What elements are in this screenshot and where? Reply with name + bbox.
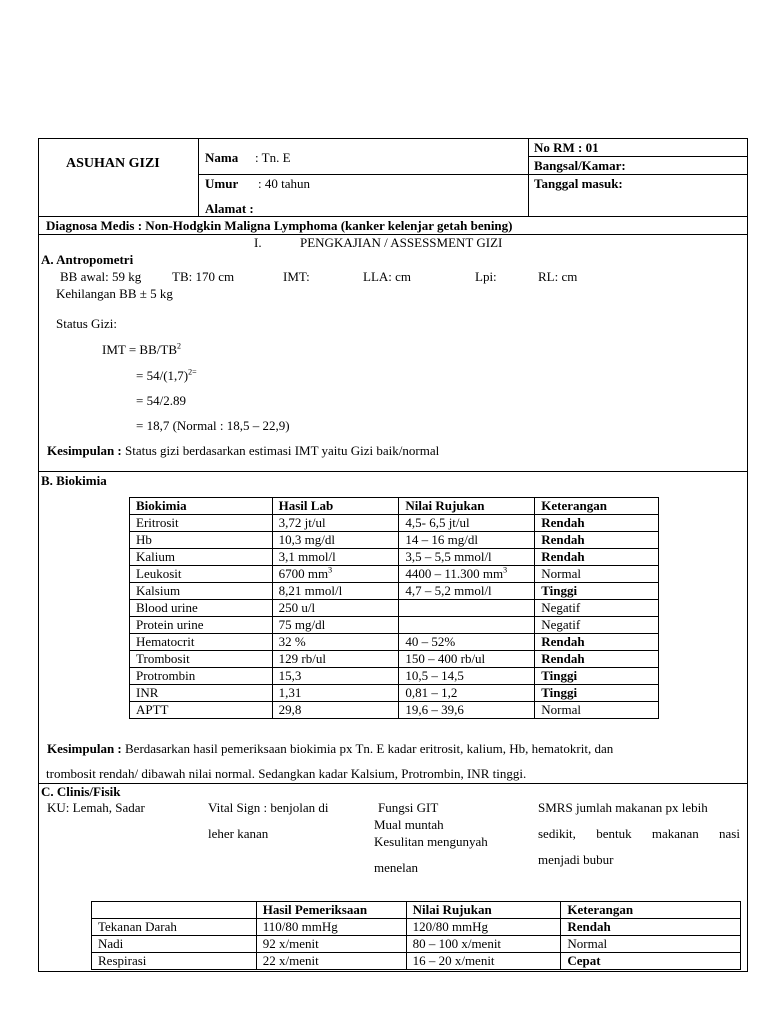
section-a-bottom-line	[38, 471, 748, 472]
fungsi-git: Fungsi GIT	[378, 800, 439, 815]
vital-header-cell: Nilai Rujukan	[406, 902, 561, 919]
hasil-lab-cell: 250 u/l	[272, 600, 399, 617]
nilai-rujukan-cell: 4,7 – 5,2 mmol/l	[399, 583, 535, 600]
bangsal-kamar: Bangsal/Kamar:	[534, 158, 626, 173]
hasil-lab-cell: 3,1 mmol/l	[272, 549, 399, 566]
table-row	[130, 515, 659, 532]
kesimpulan-antropometri: Kesimpulan : Status gizi berdasarkan estimasi IMT yaitu Gizi baik/normal	[47, 443, 440, 458]
biokimia-name-cell: Trombosit	[130, 651, 273, 668]
vital-header-row	[92, 902, 741, 919]
lla: LLA: cm	[363, 269, 412, 284]
table-row	[130, 617, 659, 634]
biokimia-name-cell: Eritrosit	[130, 515, 273, 532]
section-number: I.	[254, 235, 262, 250]
keterangan-cell: Normal	[535, 566, 659, 583]
biokimia-name-cell: Kalsium	[130, 583, 273, 600]
nama-label: Nama	[205, 150, 239, 165]
smrs-line-2: sedikit, bentuk makanan nasi	[538, 826, 740, 841]
nilai-rujukan-cell: 120/80 mmHg	[406, 919, 561, 936]
header-row-line-2	[198, 174, 748, 175]
hasil-lab-cell: 32 %	[272, 634, 399, 651]
header-divider-1	[198, 138, 199, 216]
nilai-rujukan-cell: 3,5 – 5,5 mmol/l	[399, 549, 535, 566]
keterangan-cell: Negatif	[535, 617, 659, 634]
keterangan-cell: Rendah	[535, 651, 659, 668]
nama-value: : Tn. E	[255, 150, 291, 165]
header-bottom-line	[38, 216, 748, 217]
table-row	[130, 583, 659, 600]
diagnosa-medis: Diagnosa Medis : Non-Hodgkin Maligna Lymphoma (kanker kelenjar getah bening)	[46, 218, 513, 233]
biokimia-name-cell: Hematocrit	[130, 634, 273, 651]
vital-header-cell: Hasil Pemeriksaan	[256, 902, 406, 919]
table-row	[92, 936, 741, 953]
biokimia-table	[129, 497, 659, 719]
vital-sign-line-2: leher kanan	[208, 826, 269, 841]
nilai-rujukan-cell: 40 – 52%	[399, 634, 535, 651]
nilai-rujukan-cell	[399, 600, 535, 617]
keterangan-cell: Normal	[561, 936, 741, 953]
kehilangan-bb: Kehilangan BB ± 5 kg	[56, 286, 173, 301]
antropometri-heading: A. Antropometri	[41, 252, 134, 267]
nilai-rujukan-cell: 19,6 – 39,6	[399, 702, 535, 719]
nilai-rujukan-cell: 16 – 20 x/menit	[406, 953, 561, 970]
hasil-pemeriksaan-cell: 22 x/menit	[256, 953, 406, 970]
table-row	[130, 702, 659, 719]
tb: TB: 170 cm	[172, 269, 235, 284]
biokimia-name-cell: Protein urine	[130, 617, 273, 634]
hasil-lab-cell: 3,72 jt/ul	[272, 515, 399, 532]
hasil-lab-cell: 129 rb/ul	[272, 651, 399, 668]
biokimia-name-cell: Kalium	[130, 549, 273, 566]
table-row	[92, 919, 741, 936]
biokimia-name-cell: INR	[130, 685, 273, 702]
nilai-rujukan-cell: 10,5 – 14,5	[399, 668, 535, 685]
header-row-line-1	[528, 156, 748, 157]
table-row	[130, 566, 659, 583]
rl: RL: cm	[538, 269, 578, 284]
biokimia-heading: B. Biokimia	[41, 473, 107, 488]
no-rm: No RM : 01	[534, 140, 599, 155]
alamat-label: Alamat :	[205, 201, 254, 216]
imt-calc-4: = 18,7 (Normal : 18,5 – 22,9)	[136, 418, 290, 433]
biokimia-name-cell: Blood urine	[130, 600, 273, 617]
nilai-rujukan-cell: 80 – 100 x/menit	[406, 936, 561, 953]
table-row	[92, 953, 741, 970]
kesimpulan-biokimia-line-1: Kesimpulan : Berdasarkan hasil pemeriksaan biokimia px Tn. E kadar eritrosit, kalium, Hb, hematokrit, dan	[47, 741, 614, 756]
vital-name-cell: Nadi	[92, 936, 257, 953]
imt-calc-3: = 54/2.89	[136, 393, 186, 408]
hasil-lab-cell: 29,8	[272, 702, 399, 719]
vital-header-cell: Keterangan	[561, 902, 741, 919]
keterangan-cell: Rendah	[535, 634, 659, 651]
imt: IMT:	[283, 269, 310, 284]
keterangan-cell: Cepat	[561, 953, 741, 970]
vital-sign-table	[91, 901, 741, 970]
smrs-line-1: SMRS jumlah makanan px lebih	[538, 800, 708, 815]
form-title: ASUHAN GIZI	[66, 156, 160, 171]
umur-label: Umur	[205, 176, 239, 191]
table-row	[130, 549, 659, 566]
table-row	[130, 532, 659, 549]
hasil-lab-cell: 15,3	[272, 668, 399, 685]
table-row	[130, 668, 659, 685]
section-title: PENGKAJIAN / ASSESSMENT GIZI	[300, 235, 503, 250]
hasil-lab-cell: 1,31	[272, 685, 399, 702]
vital-sign-line-1: Vital Sign : benjolan di	[208, 800, 329, 815]
hasil-lab-cell: 10,3 mg/dl	[272, 532, 399, 549]
hasil-pemeriksaan-cell: 110/80 mmHg	[256, 919, 406, 936]
section-b-bottom-line	[38, 783, 748, 784]
biokimia-header-row	[130, 498, 659, 515]
status-gizi: Status Gizi:	[56, 316, 118, 331]
biokimia-header-cell: Keterangan	[535, 498, 659, 515]
table-row	[130, 634, 659, 651]
biokimia-name-cell: Leukosit	[130, 566, 273, 583]
keterangan-cell: Normal	[535, 702, 659, 719]
table-row	[130, 651, 659, 668]
hasil-lab-cell: 75 mg/dl	[272, 617, 399, 634]
keterangan-cell: Negatif	[535, 600, 659, 617]
keterangan-cell: Rendah	[561, 919, 741, 936]
umur-value: : 40 tahun	[258, 176, 310, 191]
bb-awal: BB awal: 59 kg	[60, 269, 142, 284]
keterangan-cell: Rendah	[535, 549, 659, 566]
keterangan-cell: Rendah	[535, 515, 659, 532]
biokimia-header-cell: Hasil Lab	[272, 498, 399, 515]
imt-calc-2: = $54/(1,7)^{2=}$	[136, 367, 197, 383]
nilai-rujukan-cell	[399, 617, 535, 634]
nilai-rujukan-cell: 150 – 400 rb/ul	[399, 651, 535, 668]
table-row	[130, 685, 659, 702]
nilai-rujukan-cell: 4,5- 6,5 jt/ul	[399, 515, 535, 532]
biokimia-name-cell: APTT	[130, 702, 273, 719]
tanggal-masuk: Tanggal masuk:	[534, 176, 623, 191]
hasil-pemeriksaan-cell: 92 x/menit	[256, 936, 406, 953]
vital-header-cell	[92, 902, 257, 919]
keterangan-cell: Rendah	[535, 532, 659, 549]
kesimpulan-biokimia-line-2: trombosit rendah/ dibawah nilai normal. Sedangkan kadar Kalsium, Protrombin, INR tinggi.	[46, 766, 527, 781]
table-row	[130, 600, 659, 617]
git-mual-muntah: Mual muntah	[374, 817, 444, 832]
biokimia-name-cell: Protrombin	[130, 668, 273, 685]
header-divider-2	[528, 138, 529, 216]
vital-name-cell: Tekanan Darah	[92, 919, 257, 936]
keterangan-cell: Tinggi	[535, 685, 659, 702]
git-menelan: menelan	[374, 860, 419, 875]
nilai-rujukan-cell: 0,81 – 1,2	[399, 685, 535, 702]
biokimia-header-cell: Biokimia	[130, 498, 273, 515]
git-kesulitan: Kesulitan mengunyah	[374, 834, 488, 849]
nilai-rujukan-cell: 14 – 16 mg/dl	[399, 532, 535, 549]
imt-calc-1: IMT = $BB/TB^2$	[102, 341, 181, 357]
biokimia-name-cell: Hb	[130, 532, 273, 549]
smrs-line-3: menjadi bubur	[538, 852, 614, 867]
nilai-rujukan-cell: 4400 – 11.300 $mm^3$	[399, 566, 535, 583]
hasil-lab-cell: 8,21 mmol/l	[272, 583, 399, 600]
biokimia-header-cell: Nilai Rujukan	[399, 498, 535, 515]
lpi: Lpi:	[475, 269, 497, 284]
clinis-heading: C. Clinis/Fisik	[41, 784, 121, 799]
keadaan-umum: KU: Lemah, Sadar	[47, 800, 145, 815]
vital-name-cell: Respirasi	[92, 953, 257, 970]
keterangan-cell: Tinggi	[535, 668, 659, 685]
keterangan-cell: Tinggi	[535, 583, 659, 600]
hasil-lab-cell: 6700 $mm^3$	[272, 566, 399, 583]
